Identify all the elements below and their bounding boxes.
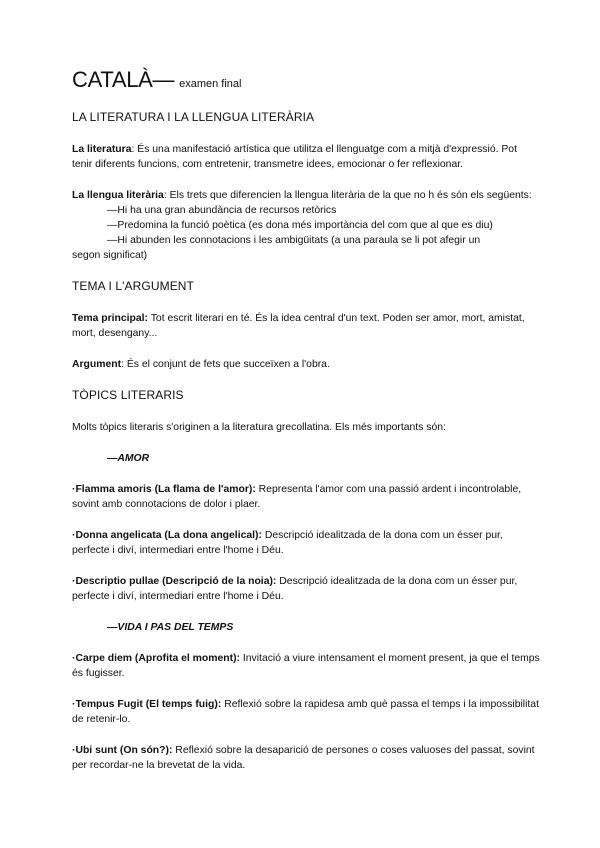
document-title xyxy=(72,67,540,98)
topic-def: Reflexió sobre la rapidesa amb què passa el temps i la impossibilitat de retenir-lo. xyxy=(72,699,539,725)
topic-donna-angelicata xyxy=(72,528,540,558)
topic-term: ·Carpe diem (Aprofita el moment): xyxy=(72,653,240,664)
def-tema-principal: Tot escrit literari en té. És la idea central d'un text. Poden ser amor, mort, amistat, mort, desengany... xyxy=(72,313,525,339)
def-argument: : És el conjunt de fets que succeïxen a l'obra. xyxy=(121,359,330,370)
topic-carpe-diem xyxy=(72,651,540,681)
paragraph-llengua-literaria xyxy=(72,188,540,263)
subheading-amor: —AMOR xyxy=(107,453,150,464)
trait-item: —Predomina la funció poètica (es dona més importància del com que al que es diu) xyxy=(107,220,493,231)
topic-term: ·Ubi sunt (On són?): xyxy=(72,745,173,756)
heading-topics: TÒPICS LITERARIS xyxy=(72,388,184,402)
topic-def: Descripció idealitzada de la dona com un ésser pur, perfecte i diví, intermediari entre l'home i Déu. xyxy=(72,576,518,602)
topic-ubi-sunt xyxy=(72,743,540,773)
trait-item: —Hi abunden les connotacions i les ambigüitats (a una paraula se li pot afegir un xyxy=(107,235,481,246)
title-subtitle: examen final xyxy=(179,78,242,90)
topic-def: Descripció idealitzada de la dona com un ésser pur, perfecte i diví, intermediari entre l'home i Déu. xyxy=(72,530,503,556)
term-llengua-literaria: La llengua literària xyxy=(72,190,164,201)
def-llengua-literaria: : Els trets que diferencien la llengua literària de la que no h és són els següents: xyxy=(163,190,532,201)
document-page xyxy=(72,67,540,789)
term-la-literatura: La literatura xyxy=(72,144,132,155)
topic-term: ·Descriptio pullae (Descripció de la noia): xyxy=(72,576,277,587)
title-main: CATALÀ— xyxy=(72,67,175,92)
def-la-literatura: : És una manifestació artística que utilitza el llenguatge com a mitjà d'expressió. Pot tenir diferents funcions, com entretenir, transmetre idees, emocionar o fer reflexionar. xyxy=(72,144,517,170)
topic-term: ·Flamma amoris (La flama de l'amor): xyxy=(72,484,256,495)
paragraph-topics-intro: Molts tòpics literaris s'originen a la literatura grecollatina. Els més importants són: xyxy=(72,422,446,433)
topic-def: Reflexió sobre la desaparició de persones o coses valuoses del passat, sovint per recordar-ne la brevetat de la vida. xyxy=(72,745,535,771)
topic-def: Invitació a viure intensament el moment present, ja que el temps és fugisser. xyxy=(72,653,540,679)
subheading-vida: —VIDA I PAS DEL TEMPS xyxy=(107,622,234,633)
heading-literatura: LA LITERATURA I LA LLENGUA LITERÀRIA xyxy=(72,110,315,124)
trait-continuation: segon significat) xyxy=(72,250,148,261)
topic-def: Representa l'amor com una passió ardent i incontrolable, sovint amb connotacions de dolor i plaer. xyxy=(72,484,522,510)
topic-term: ·Donna angelicata (La dona angelical): xyxy=(72,530,262,541)
term-tema-principal: Tema principal: xyxy=(72,313,149,324)
topic-descriptio-pullae xyxy=(72,574,540,604)
topic-term: ·Tempus Fugit (El temps fuig): xyxy=(72,699,222,710)
trait-item: —Hi ha una gran abundància de recursos retòrics xyxy=(107,205,337,216)
heading-tema: TEMA I L'ARGUMENT xyxy=(72,279,195,293)
topic-flamma-amoris xyxy=(72,482,540,512)
paragraph-tema-principal xyxy=(72,311,540,341)
paragraph-la-literatura xyxy=(72,142,540,172)
term-argument: Argument xyxy=(72,359,122,370)
paragraph-argument xyxy=(72,357,540,372)
topic-tempus-fugit xyxy=(72,697,540,727)
